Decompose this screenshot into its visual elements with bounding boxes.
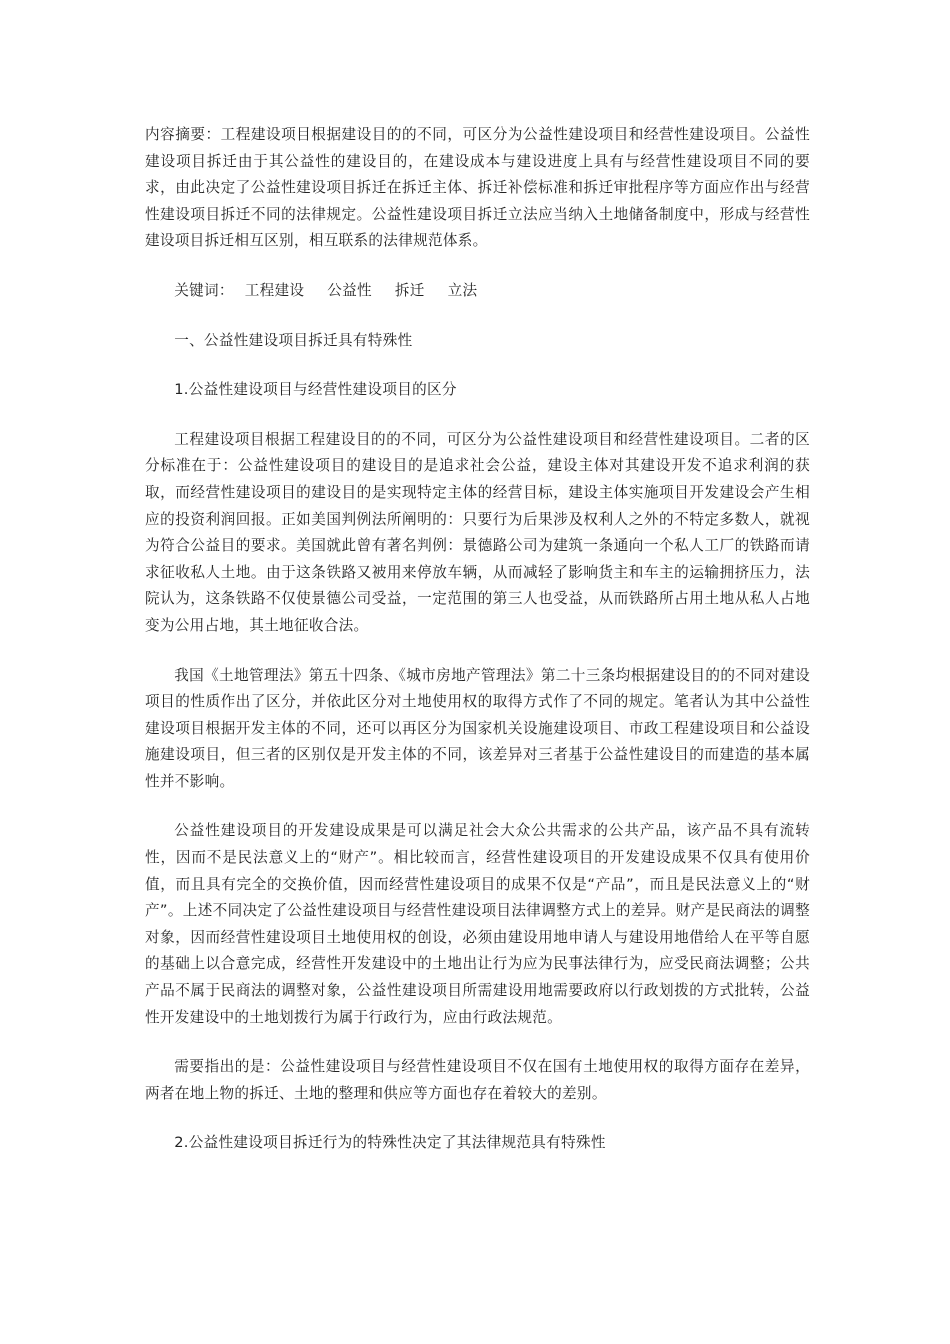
subsection-heading: 1.公益性建设项目与经营性建设项目的区分 [174,381,457,399]
subsection-heading: 2.公益性建设项目拆迁行为的特殊性决定了其法律规范具有特殊性 [174,1134,606,1152]
body-paragraph: 工程建设项目根据工程建设目的的不同，可区分为公益性建设项目和经营性建设项目。二者的区分标准在于：公益性建设项目的建设目的是追求社会公益，建设主体对其建设开发不追求利润的获取，而经营性建设项目的建设目的是实现特定主体的经营目标，建设主体实施项目开发建设会产生相应的投资利润回报。正如美国判例法所阐明的：只要行为后果涉及权利人之外的不特定多数人，就视为符合公益目的要求。美国就此曾有著名判例：景德路公司为建筑一条通向一个私人工厂的铁路而请求征收私人土地。由于这条铁路又被用来停放车辆，从而减轻了影响货主和车主的运输拥挤压力，法院认为，这条铁路不仅使景德公司受益，一定范围的第三人也受益，从而铁路所占用土地从私人占地变为公用占地，其土地征收合法。 [145,430,810,634]
abstract-paragraph: 内容摘要：工程建设项目根据建设目的的不同，可区分为公益性建设项目和经营性建设项目。公益性建设项目拆迁由于其公益性的建设目的，在建设成本与建设进度上具有与经营性建设项目不同的要求，由此决定了公益性建设项目拆迁在拆迁主体、拆迁补偿标准和拆迁审批程序等方面应作出与经营性建设项目拆迁不同的法律规定。公益性建设项目拆迁立法应当纳入土地储备制度中，形成与经营性建设项目拆迁相互区别，相互联系的法律规范体系。 [145,126,810,250]
body-paragraph: 公益性建设项目的开发建设成果是可以满足社会大众公共需求的公共产品，该产品不具有流转性，因而不是民法意义上的“财产”。相比较而言，经营性建设项目的开发建设成果不仅具有使用价值，而且具有完全的交换价值，因而经营性建设项目的成果不仅是“产品”，而且是民法意义上的“财产”。上述不同决定了公益性建设项目与经营性建设项目法律调整方式上的差异。财产是民商法的调整对象，因而经营性建设项目土地使用权的创设，必须由建设用地申请人与建设用地借给人在平等自愿的基础上以合意完成，经营性开发建设中的土地出让行为应为民事法律行为，应受民商法调整；公共产品不属于民商法的调整对象，公益性建设项目所需建设用地需要政府以行政划拨的方式批转，公益性开发建设中的土地划拨行为属于行政行为，应由行政法规范。 [145,822,810,1026]
section-heading: 一、公益性建设项目拆迁具有特殊性 [174,331,413,349]
keyword: 拆迁 [394,281,425,299]
keywords-label: 关键词： [174,281,234,299]
body-paragraph: 需要指出的是：公益性建设项目与经营性建设项目不仅在国有土地使用权的取得方面存在差异，两者在地上物的拆迁、土地的整理和供应等方面也存在着较大的差别。 [145,1058,810,1102]
keywords-line [145,278,810,305]
document-page [145,122,810,1157]
keyword: 立法 [447,281,478,299]
keyword: 工程建设 [244,281,305,299]
body-paragraph: 我国《土地管理法》第五十四条、《城市房地产管理法》第二十三条均根据建设目的的不同对建设项目的性质作出了区分，并依此区分对土地使用权的取得方式作了不同的规定。笔者认为其中公益性建设项目根据开发主体的不同，还可以再区分为国家机关设施建设项目、市政工程建设项目和公益设施建设项目，但三者的区别仅是开发主体的不同，该差异对三者基于公益性建设目的而建造的基本属性并不影响。 [145,666,810,790]
keyword: 公益性 [327,281,372,299]
